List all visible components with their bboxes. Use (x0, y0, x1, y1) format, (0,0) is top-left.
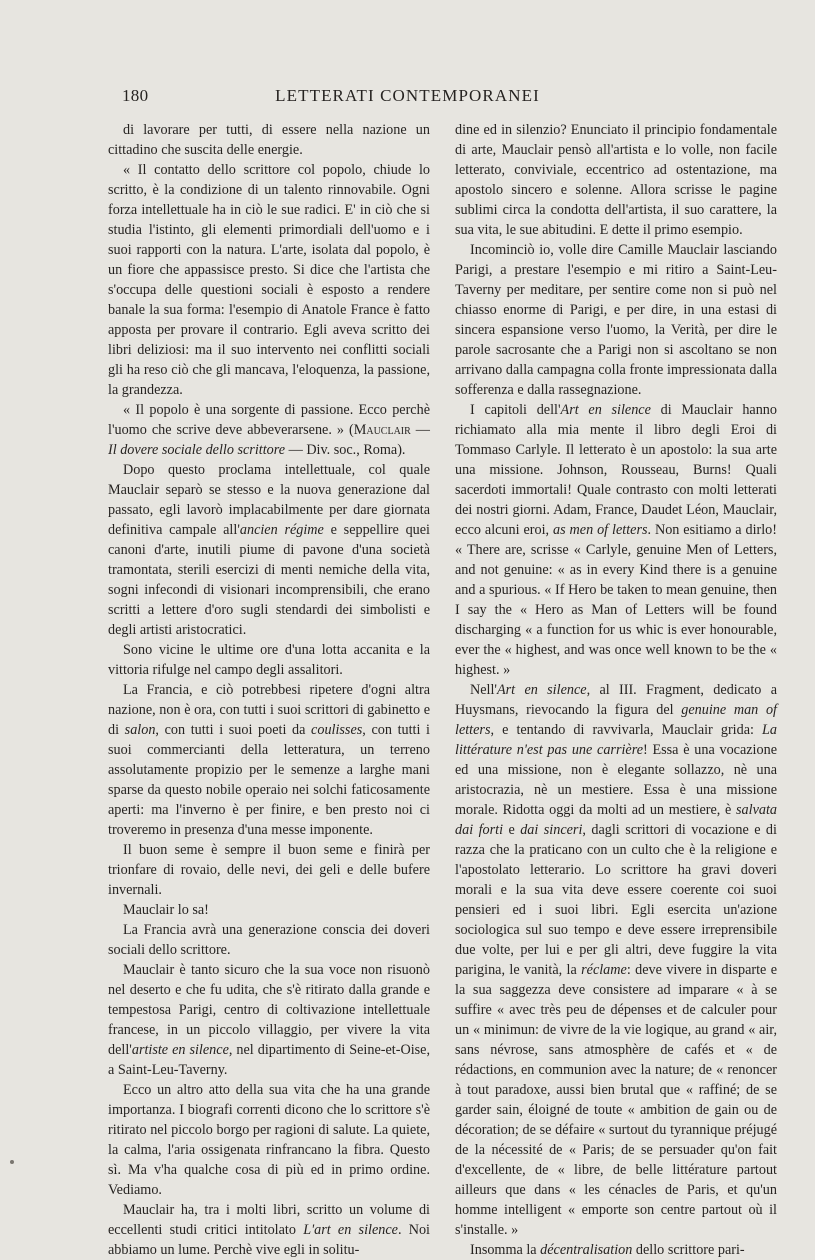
text-run: , e tentando di ravvivarla, Mauclair grida: (490, 722, 763, 738)
text-run: , al III. Fragment, dedicato a Huysmans, rievocando la figura del (455, 682, 777, 718)
text-run: . Noi abbiamo un lume. Perchè vive egli in solitu- (108, 1222, 430, 1258)
paragraph (108, 640, 430, 680)
paragraph (108, 120, 430, 160)
text-run: La Francia, e ciò potrebbesi ripetere d'ogni altra nazione, non è ora, con tutti i suoi scrittori di gabinetto e di (108, 682, 430, 738)
paragraph (108, 680, 430, 840)
italic-title: Art en silence (560, 402, 651, 418)
italic-title: dai sinceri (520, 822, 583, 838)
text-run: , con tutti i suoi commercianti della letteratura, un terreno assolutamente propizio per le semenze a larghe mani sparse da questo nobile operaio nei solchi faticosamente aperti: ma l'inverno è per finire, e ben presto noi ci troveremo in presenza d'una messe imponente. (108, 722, 430, 838)
italic-title: genuine man of letters (455, 702, 777, 738)
text-run: , con tutti i suoi poeti da (155, 722, 312, 738)
text-run: Incominciò io, volle dire Camille Mauclair lasciando Parigi, a prestare l'esempio e mi ritiro a Saint-Leu-Taverny per meditare, per sentire come non si può nel chiasso enorme di Parigi, e per dire, in una estasi di sincera espansione verso l'uomo, la Verità, per dire le parole sacrosante che a Parigi non si ascoltano se non arrivano dalla campagna colla fronte impressionata dalla sofferenza e dalla rassegnazione. (455, 242, 777, 398)
text-run: Mauclair lo sa! (123, 902, 209, 918)
text-run: Mauclair è tanto sicuro che la sua voce non risuonò nel deserto e che fu udita, che s'è ritirato dalla grande e tempestosa Parigi, centro di coltivazione intellettuale francese, in un piccolo villaggio, per vivere la vita dell' (108, 962, 430, 1058)
text-run: , dagli scrittori di vocazione e di razza che la praticano con un culto che è la religione e l'apostolato letterario. Lo scrittore ha gravi doveri morali e la sua vita deve essere coerente coi suoi pensieri ed i suoi libri. Egli esercita un'azione sociologica sul suo tempo e deve essere irreprensibile due volte, per lui e per gli altri, deve fuggire la vita parigina, le vanità, la (455, 822, 777, 978)
paragraph (108, 1200, 430, 1260)
text-run: Insomma la (470, 1242, 541, 1258)
paragraph (108, 960, 430, 1080)
author-citation: Mauclair (353, 422, 411, 438)
text-run: dello scrittore pari- (632, 1242, 745, 1258)
paragraph (455, 400, 777, 680)
italic-title: artiste en silence (131, 1042, 229, 1058)
paragraph (108, 900, 430, 920)
text-run: Nell' (470, 682, 497, 698)
text-run: — Div. soc., Roma). (285, 442, 406, 458)
text-run: , nel dipartimento di Seine-et-Oise, a Saint-Leu-Taverny. (108, 1042, 431, 1078)
italic-title: Il dovere sociale dello scrittore (108, 442, 286, 458)
margin-speck (10, 1160, 14, 1164)
italic-title: coulisses (311, 722, 363, 738)
text-run: Ecco un altro atto della sua vita che ha una grande importanza. I biografi correnti dicono che lo scrittore s'è ritirato nel piccolo borgo per ragioni di salute. La quiete, la calma, l'aria ossigenata rinfrancano la fibra. Questo sì. Ma v'ha qualche cosa di più ed in primo ordine. Vediamo. (108, 1082, 430, 1198)
italic-title: ancien régime (239, 522, 324, 538)
italic-title: réclame (581, 962, 627, 978)
paragraph (455, 680, 777, 1240)
paragraph (108, 160, 430, 400)
paragraph (108, 1080, 430, 1200)
paragraph (108, 840, 430, 900)
paragraph (455, 1240, 777, 1260)
text-run: : deve vivere in disparte e la sua saggezza deve consistere ad imparare « à se suffire « avec très peu de dépenses et de calculer pour un « minimun: de vivre de la vie logique, au grand « air, sans névrose, sans atmosphère de cafés et « de rédactions, en communion avec la nature; de « renoncer à tout paradoxe, aussi bien brutal que « raffiné; de se garder sain, éloigné de toute « ambition de gain ou de décoration; de se défaire « surtout du tyrannique préjugé de la nécessité de « Paris; de se persuader qu'on fait d'excellente, de « libre, de belle littérature partout ailleurs que dans « les cénacles de Paris, et qu'un homme intelligent « emporte son centre partout où il s'installe. » (455, 962, 777, 1238)
italic-title: décentralisation (540, 1242, 633, 1258)
text-run: Dopo questo proclama intellettuale, col quale Mauclair separò se stesso e la nuova generazione dal passato, egli lavorò implacabilmente per dare giornata definitiva campale all' (108, 462, 430, 538)
page-number: 180 (122, 86, 149, 105)
text-run: e (503, 822, 521, 838)
text-run: Il buon seme è sempre il buon seme e finirà per trionfare di rovaio, delle nevi, dei geli e delle bufere invernali. (108, 842, 430, 898)
text-run: di lavorare per tutti, di essere nella nazione un cittadino che suscita delle energie. (108, 122, 430, 158)
text-run: « Il popolo è una sorgente di passione. Ecco perchè l'uomo che scrive deve abbeverarsene. » ( (108, 402, 430, 438)
text-run: — (410, 422, 430, 438)
paragraph (108, 920, 430, 960)
italic-title: salvata dai forti (455, 802, 777, 838)
right-column (455, 120, 777, 1260)
italic-title: Art en silence (496, 682, 587, 698)
paragraph (108, 400, 430, 460)
text-run: di Mauclair hanno richiamato alla mia mente il libro degli Eroi di Tommaso Carlyle. Il letterato è un apostolo: la sua arte una missione. Johnson, Rousseau, Burns! Quali sacerdoti immortali! Quale contrasto con molti letterati dei nostri giorni. Adam, France, Daudet Léon, Mauclair, ecco alcuni eroi, (455, 402, 777, 538)
paragraph (455, 120, 777, 240)
page-header (108, 86, 707, 110)
running-head: LETTERATI CONTEMPORANEI (275, 86, 540, 105)
left-column (108, 120, 430, 1260)
text-run: Sono vicine le ultime ore d'una lotta accanita e la vittoria rifulge nel campo degli assalitori. (108, 642, 430, 678)
text-run: « Il contatto dello scrittore col popolo, chiude lo scritto, è la condizione di un talento rinnovabile. Ogni forza intellettuale ha in ciò le sue radici. E' in ciò che si studia l'istinto, gli elementi primordiali dell'uomo e i suoi rapporti con la natura. L'arte, isolata dal popolo, è un fiore che appassisce presto. Si dice che l'artista che s'occupa delle questioni sociali è esposto a rendere banale la sua forma: l'esempio di Anatole France è fatto apposta per provare il contrario. Egli aveva scritto dei libri deliziosi: ma il suo intervento nei conflitti sociali gli ha reso ciò che gli mancava, l'eloquenza, la passione, la grandezza. (108, 162, 430, 398)
italic-title: L'art en silence (303, 1222, 398, 1238)
paragraph (455, 240, 777, 400)
italic-title: La littérature n'est pas une carrière (455, 722, 777, 758)
text-run: ! Essa è una vocazione ed una missione, non è elegante sollazzo, nè una aristocrazia, nè un mestiere. Essa è una missione morale. Ridotta oggi da molti ad un mestiere, è (455, 742, 777, 818)
text-run: e seppellire quei canoni d'arte, inutili piume di pavone d'una società tramontata, sterili esercizi di menti nemiche della vita, sogni infecondi di visionari incomprensibili, che erano scritti a lettere d'oro sugli stendardi dei simbolisti e degli artisti aristocratici. (108, 522, 430, 638)
paragraph (108, 460, 430, 640)
text-run: La Francia avrà una generazione conscia dei doveri sociali dello scrittore. (108, 922, 430, 958)
text-run: . Non esitiamo a dirlo! « There are, scrisse « Carlyle, genuine Men of Letters, and not genuine: « as in every Kind there is a genuine and a spurious. « If Hero be taken to mean genuine, then I say the « Hero as Man of Letters will be found discharging « a function for us whic is ever honourable, ever the « highest, and was once well known to be the « highest. » (455, 522, 777, 678)
text-run: dine ed in silenzio? Enunciato il principio fondamentale di arte, Mauclair pensò all'artista e lo volle, non facile letterato, conviviale, eccentrico ad ostentazione, ma apostolo sincero e solenne. Allora scrisse le pagine sublimi circa la condotta dell'artista, il suo carattere, la sua vita, le sue abitudini. E dette il primo esempio. (455, 122, 777, 238)
text-run: I capitoli dell' (470, 402, 561, 418)
italic-title: as men of letters (553, 522, 648, 538)
italic-title: salon (124, 722, 156, 738)
text-run: Mauclair ha, tra i molti libri, scritto un volume di eccellenti studi critici intitolato (108, 1202, 430, 1238)
